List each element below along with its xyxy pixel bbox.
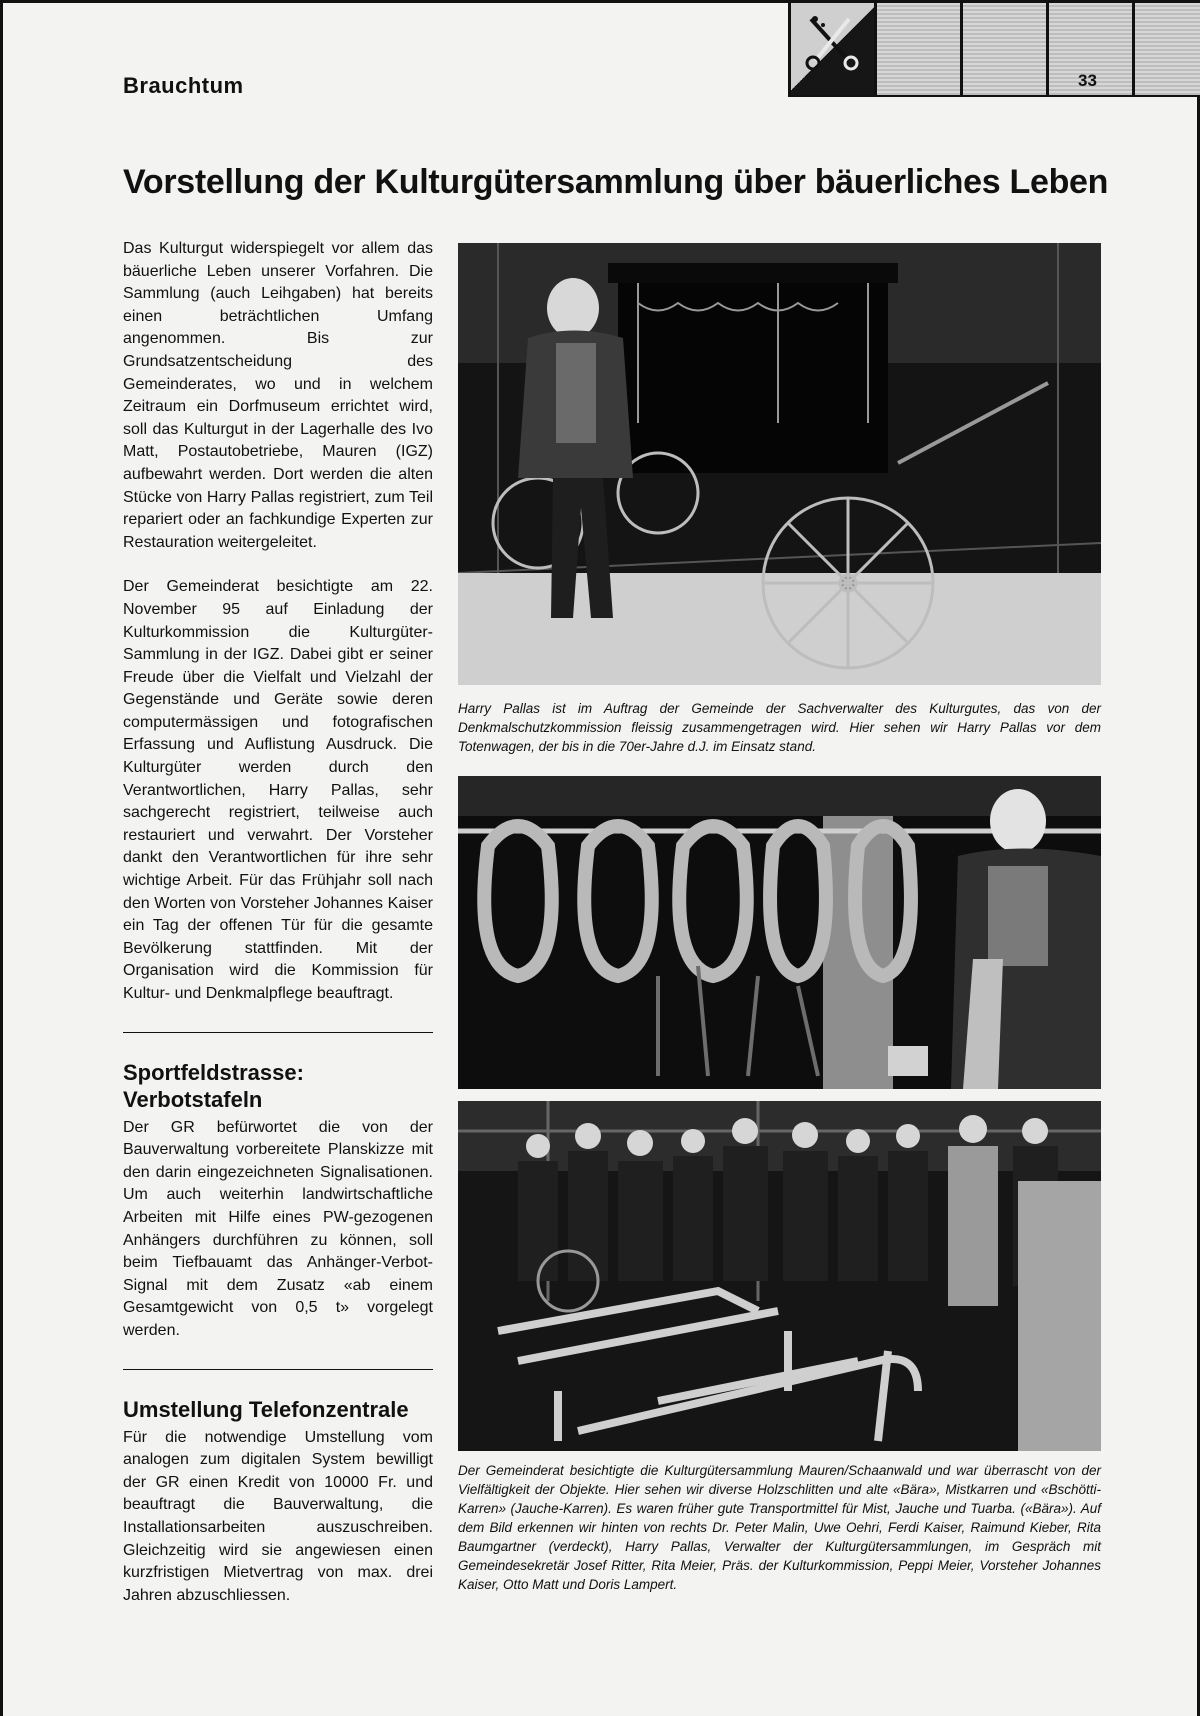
telefon-title: Umstellung Telefonzentrale bbox=[123, 1396, 409, 1422]
telefon-body: Für die notwendige Umstellung vom analogen zum digitalen System bewilligt der GR einen Kredit von 10000 Fr. und beauftragt die Bauverwaltung, die Installationsarbeiten auszuschreiben. Gleichzeitig wird sie angewiesen einen kurzfristigen Mietvertrag von max. drei Jahren abzuschliessen. bbox=[123, 1428, 433, 1604]
intro-paragraph: Das Kulturgut widerspiegelt vor allem das bäuerliche Leben unserer Vorfahren. Die Sammlung (auch Leihgaben) hat bereits einen beträchtlichen Umfang angenommen. Bis zur Grundsatzentscheidung des Gemeinderates, wo und in welchem Zeitraum ein Dorfmuseum errichtet wird, soll das Kulturgut in der Lagerhalle des Ivo Matt, Postautobetriebe, Mauren (IGZ) aufbewahrt werden. Dort werden die alten Stücke von Harry Pallas registriert, zum Teil repariert oder an fachkundige Experten zur Restauration weitergeleitet. bbox=[123, 240, 433, 551]
photo-horse-collars bbox=[458, 776, 1101, 1089]
divider bbox=[123, 1032, 433, 1033]
photo-hearse bbox=[458, 243, 1101, 685]
header-rule bbox=[788, 95, 1200, 97]
coat-of-arms-icon bbox=[805, 11, 863, 81]
sport-body: Der GR befürwortet die von der Bauverwaltung vorbereitete Planskizze mit den darin eingezeichneten Signalisationen. Um auch weiterhin landwirtschaftliche Arbeiten mit Hilfe eines PW-gezogenen Anhängers durchführen zu können, soll beim Tiefbauamt das Anhänger-Verbot-Signal mit dem Zusatz «ab einem Gesamtgewicht von 0,5 t» vorgelegt werden. bbox=[123, 1118, 433, 1339]
header-grid bbox=[788, 3, 1200, 95]
caption-hearse: Harry Pallas ist im Auftrag der Gemeinde der Sachverwalter des Kulturgutes, das von der Denkmalschutzkommission fleissig zusammengetragen wird. Hier sehen wir Harry Pallas vor dem Totenwagen, der bis in die 70er-Jahre d.J. im Einsatz stand. bbox=[458, 701, 1101, 754]
sport-title: Sportfeldstrasse: Verbotstafeln bbox=[123, 1059, 304, 1112]
caption-council-group: Der Gemeinderat besichtigte die Kulturgütersammlung Mauren/Schaanwald und war überrascht von der Vielfältigkeit der Objekte. Hier sehen wir diverse Holzschlitten und alte «Bära», Mistkarren und «Bschötti-Karren» (Jauche-Karren). Es waren früher gute Transportmittel für Mist, Jauche und Tuarba. («Bära»). Auf dem Bild erkennen wir hinten von rechts Dr. Peter Malin, Uwe Oehri, Ferdi Kaiser, Raimund Kieber, Rita Baumgartner (verdeckt), Harry Pallas, Verwalter der Kulturgütersammlungen, im Gespräch mit Gemeindesekretär Josef Ritter, Rita Meier, Präs. der Kulturkommission, Peppi Meier, Vorsteher Johannes Kaiser, Otto Matt und Doris Lampert. bbox=[458, 1463, 1101, 1592]
page-number: 33 bbox=[1078, 71, 1097, 90]
header-cell bbox=[874, 3, 960, 95]
header-cell bbox=[1132, 3, 1200, 95]
section-label: Brauchtum bbox=[123, 73, 244, 98]
intro-paragraph: Der Gemeinderat besichtigte am 22. November 95 auf Einladung der Kulturkommission die Kulturgüter-Sammlung in der IGZ. Dabei gibt er seiner Freude über die Vielfalt und Vielzahl der Gegenstände und Geräte sowie deren computermässigen und fotografischen Erfassung und Auflistung Ausdruck. Die Kulturgüter werden durch den Verantwortlichen, Harry Pallas, sehr sachgerecht registriert, teilweise auch restauriert und verwahrt. Der Vorsteher dankt den Verantwortlichen für ihre sehr wichtige Arbeit. Für das Frühjahr soll nach den Worten von Vorsteher Johannes Kaiser ein Tag der offenen Tür für die gesamte Bevölkerung stattfinden. Mit der Organisation wird die Kommission für Kultur- und Denkmalpflege beauftragt. bbox=[123, 578, 433, 1002]
divider bbox=[123, 1369, 433, 1370]
left-column bbox=[123, 238, 433, 1607]
header-cell bbox=[960, 3, 1046, 95]
emblem-cell bbox=[788, 3, 874, 95]
photo-council-group bbox=[458, 1101, 1101, 1451]
headline: Vorstellung der Kulturgütersammlung über bäuerliches Leben bbox=[123, 163, 1109, 201]
